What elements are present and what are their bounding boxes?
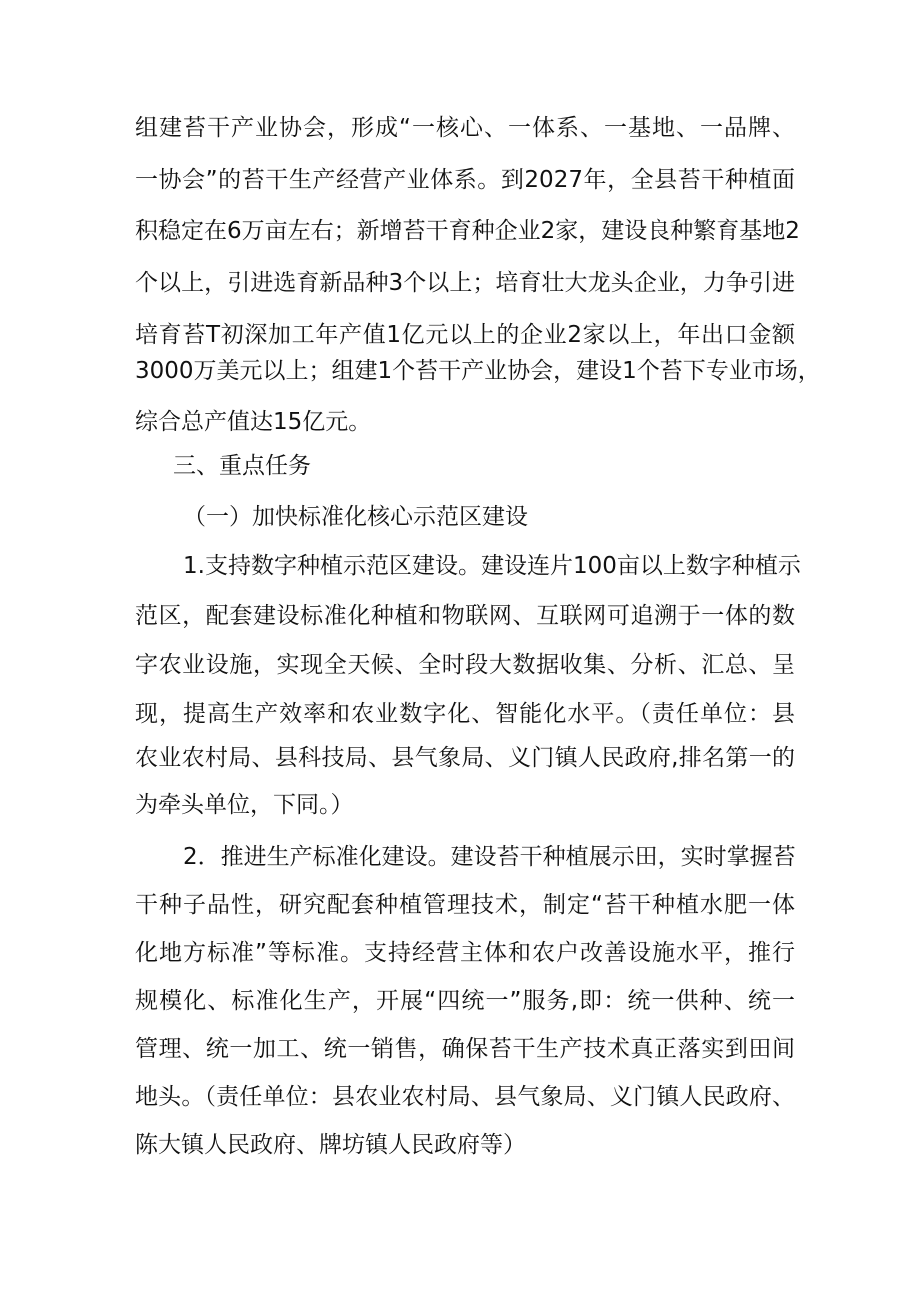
paragraph-line: 范区，配套建设标准化种植和物联网、互联网可追溯于一体的数	[135, 603, 795, 629]
paragraph-line: 1.支持数字种植示范区建设。建设连片100亩以上数字种植示	[183, 553, 801, 579]
paragraph-line: 地头。（责任单位：县农业农村局、县气象局、义门镇人民政府、	[135, 1084, 795, 1110]
paragraph-line: 管理、统一加工、统一销售，确保苔干生产技术真正落实到田间	[135, 1036, 795, 1062]
paragraph-line: 综合总产值达15亿元。	[135, 409, 372, 435]
paragraph-line: 一协会”的苔干生产经营产业体系。到2027年，全县苔干种植面	[135, 167, 795, 193]
paragraph-line: 个以上，引进选育新品种3个以上；培育壮大龙头企业，力争引进	[135, 270, 795, 296]
paragraph-line: 2．推进生产标准化建设。建设苔干种植展示田，实时掌握苔	[183, 844, 796, 870]
paragraph-line: 字农业设施，实现全天候、全时段大数据收集、分析、汇总、呈	[135, 652, 795, 678]
paragraph-line: 为牵头单位，下同。）	[135, 792, 354, 818]
paragraph-line: 积稳定在6万亩左右；新增苔干育种企业2家，建设良种繁育基地2	[135, 218, 800, 244]
paragraph-line: 化地方标准”等标准。支持经营主体和农户改善设施水平，推行	[135, 940, 795, 966]
paragraph-line: 陈大镇人民政府、牌坊镇人民政府等）	[135, 1132, 526, 1158]
paragraph-line: 培育苔T初深加工年产值1亿元以上的企业2家以上，年出口金额	[135, 322, 795, 348]
paragraph-line: 组建苔干产业协会，形成“一核心、一体系、一基地、一品牌、	[135, 115, 795, 141]
paragraph-line: 3000万美元以上；组建1个苔干产业协会，建设1个苔下专业市场，	[135, 358, 821, 384]
subsection-heading: （一）加快标准化核心示范区建设	[183, 504, 528, 530]
paragraph-line: 农业农村局、县科技局、县气象局、义门镇人民政府,排名第一的	[135, 745, 795, 771]
paragraph-line: 规模化、标准化生产，开展“四统一”服务,即：统一供种、统一	[135, 988, 795, 1014]
paragraph-line: 干种子品性，研究配套种植管理技术，制定“苔干种植水肥一体	[135, 892, 795, 918]
section-heading: 三、重点任务	[173, 453, 311, 479]
paragraph-line: 现，提高生产效率和农业数字化、智能化水平。（责任单位：县	[135, 701, 795, 727]
